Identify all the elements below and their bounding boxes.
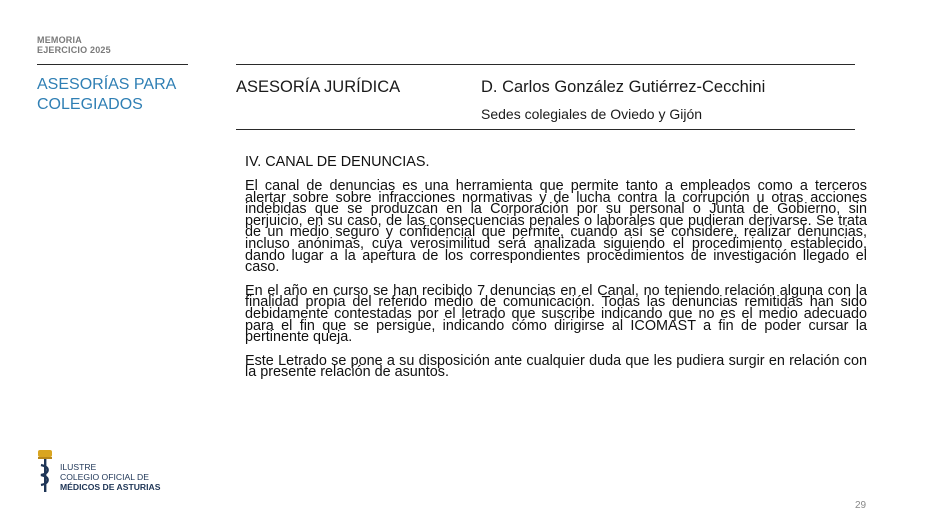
paragraph-2: En el año en curso se han recibido 7 denuncias en el Canal, no teniendo relación alguna con la finalidad propia del referido medio de comunicación. Todas las denuncias remitidas han sido debidamente contestadas por el letrado que suscribe indicando que no es el medio adecuado para el fin que se persigue, indicando cómo dirigirse al ICOMAST a fin de poder cursar la pertinente queja. — [245, 282, 867, 346]
author-location: Sedes colegiales de Oviedo y Gijón — [481, 106, 703, 122]
author-name: D. Carlos González Gutiérrez-Cecchini — [481, 78, 766, 96]
left-top-rule — [37, 64, 188, 65]
paragraph-1: El canal de denuncias es una herramienta que permite tanto a empleados como a terceros alertar sobre sobre infracciones normativas y de lucha contra la corrupción u otras acciones indebidas que se produzcan en la Corporación por su personal o Junta de Gobierno, sin perjuicio, en su caso, de las consecuencias penales o laborales que pudieran derivarse. Se trata de un medio seguro y confidencial que permite, cuando así se considere, realizar denuncias, incluso anónimas, cuya verosimilitud será analizada siguiendo el procedimiento establecido, dando lugar a la apertura de los correspondientes procedimientos de investigación llegado el caso. — [245, 178, 867, 276]
crown-icon — [38, 450, 52, 459]
section-title-line2: COLEGIADOS — [37, 96, 143, 113]
paragraph-3: Este Letrado se pone a su disposición ante cualquier duda que les pudiera surgir en relación con la presente relación de asuntos. — [245, 352, 867, 381]
logo-line3: MÉDICOS DE ASTURIAS — [60, 482, 161, 492]
document-body — [245, 153, 867, 391]
section-title-line1: ASESORÍAS PARA — [37, 76, 177, 93]
logo-line1: ILUSTRE — [60, 462, 97, 472]
page-number: 29 — [855, 500, 867, 511]
logo-line2: COLEGIO OFICIAL DE — [60, 472, 149, 482]
memoria-title: MEMORIA — [37, 35, 82, 45]
staff-icon — [41, 459, 48, 492]
header-bottom-rule — [236, 129, 855, 130]
college-name — [60, 462, 160, 492]
header-top-rule — [236, 64, 855, 65]
ejercicio-label: EJERCICIO 2025 — [37, 45, 111, 55]
section-heading: IV. CANAL DE DENUNCIAS. — [245, 154, 430, 170]
memoria-label — [37, 35, 111, 55]
section-title — [37, 75, 176, 115]
page-title: ASESORÍA JURÍDICA — [236, 78, 401, 96]
